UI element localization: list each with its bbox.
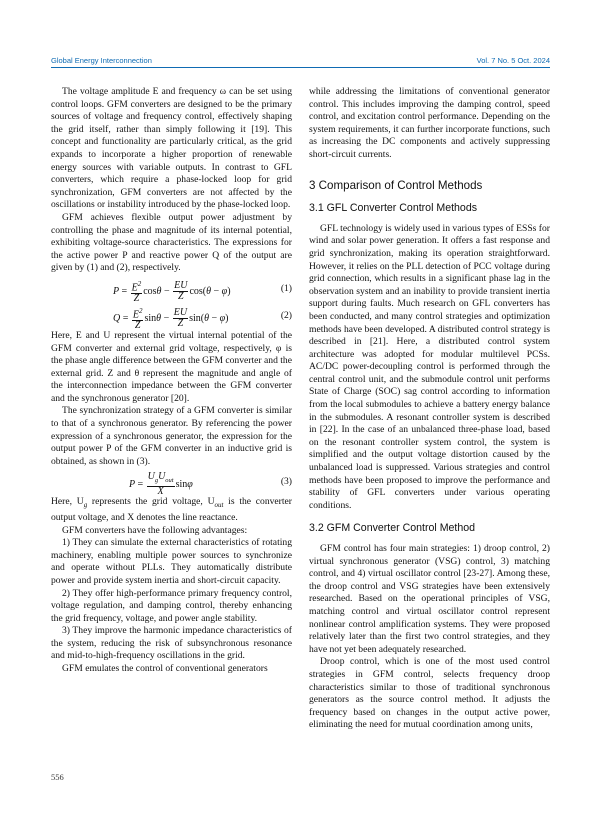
list-item: 2) They offer high-performance primary frequency control, voltage regulation, and damping control, thereby enhancing the grid frequency, voltage, and power angle stability. (51, 587, 292, 624)
subsection-heading: 3.2 GFM Converter Control Method (309, 522, 476, 535)
paragraph: GFM emulates the control of conventional generators (62, 663, 268, 675)
section-heading: 3 Comparison of Control Methods (309, 178, 483, 192)
paragraph: The voltage amplitude E and frequency ω can be set using control loops. GFM converters are designed to be the primary sources of voltage and frequency control, effectively shaping the grid itself, rather than simply following it [19]. This concept and functionality are particularly critical, as the grid expands to incorporate a higher proportion of renewable energy sources with variable outputs. In contrast to GFL converters, which require a phase-locked loop for grid synchronization, GFM converters are not affected by the oscillations or instability introduced by the phase-locked loop. (51, 86, 292, 211)
equation-number: (3) (280, 476, 292, 488)
list-item: 3) They improve the harmonic impedance characteristics of the system, reducing the risk of subsynchronous resonance and mid-to-high-frequency oscillations in the grid. (51, 625, 292, 662)
left-column (51, 86, 292, 676)
issue-info: Vol. 7 No. 5 Oct. 2024 (476, 56, 550, 65)
paragraph: while addressing the limitations of conventional generator control. This includes improving the damping control, speed control, and excitation control performance. Depending on the system requirements, it can further incorporate functions, such as increasing the DC components and actively suppressing short-circuit currents. (309, 86, 550, 160)
equation-number: (1) (280, 282, 292, 294)
running-header (51, 54, 550, 68)
subsection-heading: 3.1 GFL Converter Control Methods (309, 202, 478, 215)
paragraph: The synchronization strategy of a GFM converter is similar to that of a synchronous generator. By referencing the power expression of a synchronous generator, the expression for the output power P of the GFM converter in an inductive grid is obtained, as shown in (3). (51, 405, 292, 467)
journal-name: Global Energy Interconnection (51, 56, 152, 65)
equation-number: (2) (280, 309, 292, 321)
list-item: 1) They can simulate the external characteristics of rotating machinery, enabling multiple power sources to synchronize and operate without PLLs. They automatically distribute power and provide system inertia and short-circuit capacity. (51, 537, 292, 586)
paragraph: GFM control has four main strategies: 1) droop control, 2) virtual synchronous generator (VSG) control, 3) matching control, and 4) virtual oscillator control [23-27]. Among these, the droop control and VSG strategies have been extensively researched. Based on the operational principles of VSG, matching control and virtual oscillator control represent nonlinear control amplification systems. They were proposed relatively later than the first two control strategies, and they have not yet been adequately researched. (309, 543, 550, 655)
equation-body: P = $\frac{U_gU_{out}}{X}$ sinφ (129, 471, 193, 498)
equation-1 (51, 276, 292, 305)
paragraph: GFM achieves flexible output power adjustment by controlling the phase and magnitude of its internal potential, exhibiting voltage-source characteristics. The expressions for the active power P and reactive power Q of the output are given by (1) and (2), respectively. (51, 211, 292, 274)
paragraph: GFM converters have the following advantages: (62, 524, 248, 536)
equation-body: Q = $\frac{E^2}{Z}$ sinθ − $\frac{EU}{Z}$ sin(θ − φ) (113, 306, 229, 332)
header-rule (51, 67, 550, 68)
paragraph: GFL technology is widely used in various types of ESSs for wind and solar power generation. It offers a fast response and grid synchronization, making its operation straightforward. However, it relies on the PLL detection of PCC voltage during grid connection, which results in a significant phase lag in the observation system and an inability to provide transient inertia support during faults. Much research on GFL converters has been conducted, and many control strategies and optimization methods have been developed. A distributed control strategy is described in [21]. Here, a distributed control system architecture was adopted for modular multilevel PCSs. AC/DC power-decoupling control is performed through the central control unit, and the submodule control unit performs State of Charge (SOC) sag control according to information from the local submodules to achieve a battery energy balance in the submodules. A resonant controller system is described in [22]. In the case of an unbalanced three-phase load, based on the resonant controller system control, the system is simplified and the output voltage distortion caused by the unbalanced load is suppressed. Various strategies and control methods have been proposed to improve the performance and stability of GFL converters under various operating conditions. (309, 222, 550, 511)
right-column (309, 86, 550, 732)
equation-body: P = $\frac{E^2}{Z}$ cosθ − $\frac{EU}{Z}$ cos(θ − φ) (113, 279, 231, 305)
paragraph: Here, E and U represent the virtual internal potential of the GFM converter and external grid voltage, respectively, φ is the phase angle difference between the GFM converter and the external grid. Z and θ represent the magnitude and angle of the interconnection impedance between the GFM converter and the synchronous generator [20]. (51, 329, 292, 404)
equation-3 (51, 469, 292, 498)
paragraph: Droop control, which is one of the most used control strategies in GFM control, selects frequency droop characteristics similar to those of traditional synchronous generators as the source control method. It adjusts the frequency based on changes in the output active power, eliminating the need for mutual coordination among units, (309, 656, 550, 731)
equation-2 (51, 303, 292, 332)
paragraph: Here, $U_g$ represents the grid voltage, $U_{out}$ is the converter output voltage, and X denotes the line reactance. (51, 496, 292, 523)
page-number: 556 (51, 772, 64, 782)
